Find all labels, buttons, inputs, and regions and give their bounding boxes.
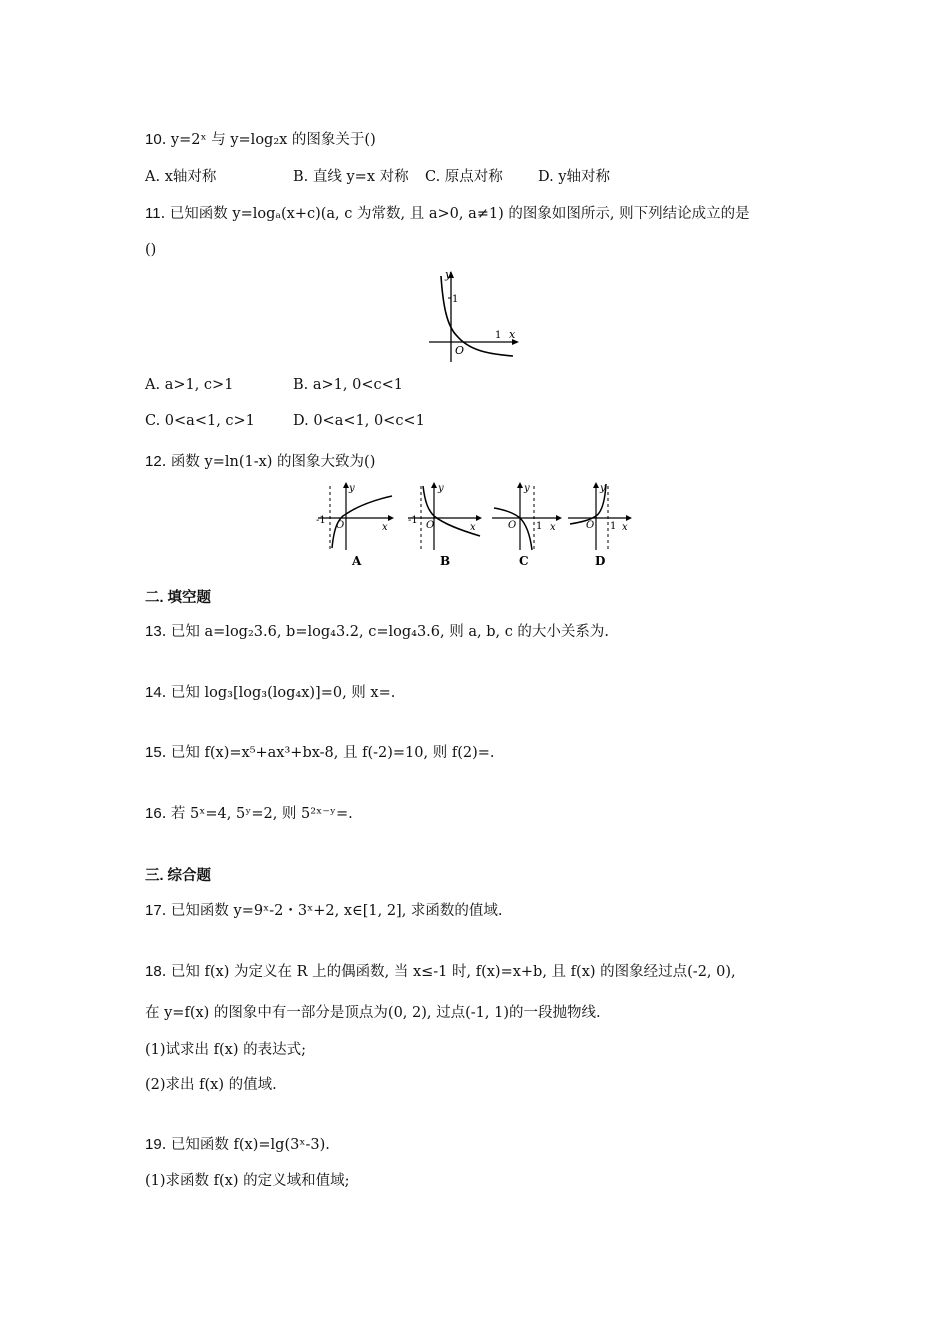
graph-d xyxy=(568,482,632,568)
tick-label: 1 xyxy=(536,521,543,532)
question-number: 12 xyxy=(145,453,162,470)
tick-y-one: 1 xyxy=(452,294,459,305)
question-text: . 函数 y=ln(1-x) 的图象大致为() xyxy=(161,454,376,470)
option-b: B. a>1, 0<c<1 xyxy=(293,377,403,393)
option-d: D. y轴对称 xyxy=(538,169,611,185)
question-number: 11 xyxy=(145,205,161,222)
q18-text-continued: 在 y=f(x) 的图象中有一部分是顶点为(0, 2), 过点(-1, 1)的一段抛物线. xyxy=(145,1005,601,1021)
q18-subquestion-2: (2)求出 f(x) 的值域. xyxy=(145,1077,277,1093)
question-number: 18 xyxy=(145,963,162,980)
option-c: C. 0<a<1, c>1 xyxy=(145,413,255,429)
question-11 xyxy=(145,202,750,223)
question-text: . 已知函数 y=logₐ(x+c)(a, c 为常数, 且 a>0, a≠1) 的图象如图所示, 则下列结论成立的是 xyxy=(160,206,750,222)
axis-y-label: y xyxy=(349,483,355,494)
graph-c xyxy=(492,482,562,568)
question-text: . 已知 f(x)=x⁵+ax³+bx-8, 且 f(-2)=10, 则 f(2)=. xyxy=(161,745,495,761)
tick-label: 1 xyxy=(610,521,617,532)
axis-x-label: x xyxy=(382,522,388,533)
axis-y-label: y xyxy=(438,483,444,494)
question-10 xyxy=(145,128,376,149)
option-b: B. 直线 y=x 对称 xyxy=(293,169,409,185)
tick-x-one: 1 xyxy=(495,330,502,341)
question-number: 19 xyxy=(145,1136,162,1153)
graph-b xyxy=(408,482,482,568)
axis-x-label: x xyxy=(470,522,476,533)
option-c: C. 原点对称 xyxy=(425,169,503,185)
question-19 xyxy=(145,1133,330,1154)
option-d: D. 0<a<1, 0<c<1 xyxy=(293,413,425,429)
question-text: . 已知 f(x) 为定义在 R 上的偶函数, 当 x≤-1 时, f(x)=x+b, 且 f(x) 的图象经过点(-2, 0), xyxy=(161,964,736,980)
axis-y-label: y xyxy=(600,483,606,494)
question-18 xyxy=(145,960,736,981)
q18-subquestion-1: (1)试求出 f(x) 的表达式; xyxy=(145,1042,307,1058)
origin-label: O xyxy=(455,344,465,357)
axis-x-label: x xyxy=(622,522,628,533)
question-number: 16 xyxy=(145,805,162,822)
axis-x-label: x xyxy=(550,522,556,533)
section-heading-comprehensive: 三. 综合题 xyxy=(145,868,212,884)
axis-y-label: y xyxy=(445,268,452,281)
graph-label: D xyxy=(595,554,606,568)
question-number: 17 xyxy=(145,902,162,919)
question-12 xyxy=(145,450,375,471)
question-number: 13 xyxy=(145,623,162,640)
graph-label: B xyxy=(440,554,451,568)
question-text: . y=2ˣ 与 y=log₂x 的图象关于() xyxy=(161,132,376,148)
question-17 xyxy=(145,899,503,920)
origin-label: O xyxy=(586,520,595,531)
question-text: . 已知函数 f(x)=lg(3ˣ-3). xyxy=(161,1137,330,1153)
option-a: A. x轴对称 xyxy=(145,169,217,185)
question-13 xyxy=(145,620,609,641)
section-heading-fill-in: 二. 填空题 xyxy=(145,590,212,606)
axis-x-label: x xyxy=(509,328,516,341)
tick-label: -1 xyxy=(408,515,418,526)
tick-label: -1 xyxy=(316,515,326,526)
question-text: . 若 5ˣ=4, 5ʸ=2, 则 5²ˣ⁻ʸ=. xyxy=(161,806,353,822)
question-14 xyxy=(145,681,395,702)
option-a: A. a>1, c>1 xyxy=(145,377,234,393)
question-16 xyxy=(145,802,353,823)
axis-y-label: y xyxy=(524,483,530,494)
origin-label: O xyxy=(336,520,345,531)
question-number: 10 xyxy=(145,131,162,148)
question-text: . 已知 log₃[log₃(log₄x)]=0, 则 x=. xyxy=(161,685,396,701)
question-text: . 已知 a=log₂3.6, b=log₄3.2, c=log₄3.6, 则 a, b, c 的大小关系为. xyxy=(161,624,610,640)
q12-graphs xyxy=(312,478,642,573)
graph-a xyxy=(316,482,394,568)
q19-subquestion-1: (1)求函数 f(x) 的定义域和值域; xyxy=(145,1173,350,1189)
graph-label: C xyxy=(519,554,529,568)
question-15 xyxy=(145,741,495,762)
question-text: . 已知函数 y=9ˣ-2・3ˣ+2, x∈[1, 2], 求函数的值域. xyxy=(161,903,503,919)
graph-label: A xyxy=(352,554,362,568)
question-number: 14 xyxy=(145,684,162,701)
origin-label: O xyxy=(508,520,517,531)
q11-figure xyxy=(425,266,525,366)
origin-label: O xyxy=(426,520,435,531)
q11-paren: () xyxy=(145,242,157,258)
question-number: 15 xyxy=(145,744,162,761)
